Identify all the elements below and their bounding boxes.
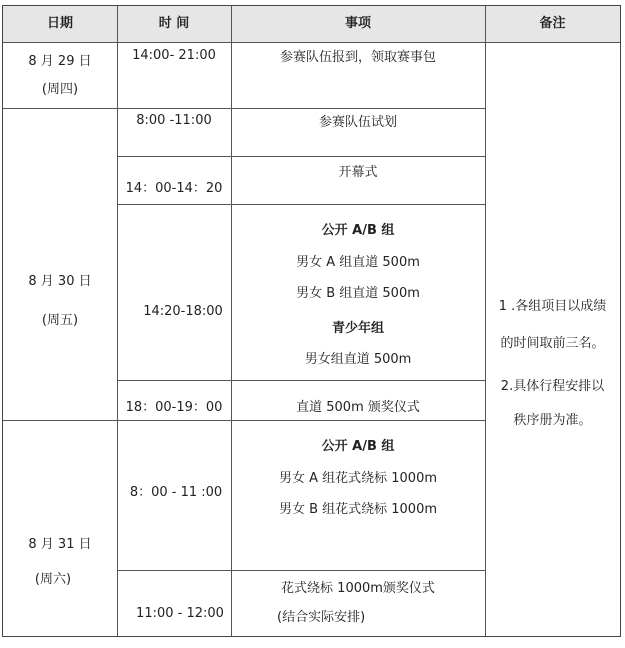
- item-aug30-s3-line3: 男女组直道 500m: [304, 352, 412, 367]
- col-divider: [117, 6, 118, 636]
- time-aug30-s2: 14：00-14：20: [125, 181, 223, 196]
- item-aug31-s2: 花式绕标 1000m颁奖仪式: [281, 581, 435, 596]
- time-aug30-s4: 18：00-19：00: [125, 400, 223, 415]
- date-aug30: 8 月 30 日: [28, 274, 92, 289]
- time-aug29: 14:00- 21:00: [132, 48, 216, 63]
- time-aug30-s3: 14:20-18:00: [143, 304, 223, 319]
- weekday-aug31: (周六): [34, 572, 72, 587]
- row-divider: [117, 156, 485, 157]
- time-aug30-s1: 8:00 -11:00: [136, 113, 212, 128]
- item-aug30-s3-line1: 男女 A 组直道 500m: [296, 255, 420, 270]
- header-note: 备注: [539, 16, 566, 31]
- weekday-aug29: (周四): [41, 82, 79, 97]
- item-aug31-s1-line1: 男女 A 组花式绕标 1000m: [278, 471, 438, 486]
- header-time: 时 间: [158, 16, 190, 31]
- group-aug30-open: 公开 A/B 组: [321, 223, 395, 238]
- row-divider: [117, 204, 485, 205]
- date-aug29: 8 月 29 日: [28, 54, 92, 69]
- item-aug30-s4: 直道 500m 颁奖仪式: [296, 400, 420, 415]
- item-aug30-s3-line2: 男女 B 组直道 500m: [296, 286, 420, 301]
- note-line3: 2.具体行程安排以: [500, 379, 605, 394]
- item-aug29: 参赛队伍报到，领取赛事包: [279, 50, 436, 65]
- note-line1: 1 .各组项目以成绩: [498, 299, 607, 314]
- group-aug31-open: 公开 A/B 组: [321, 439, 395, 454]
- row-divider: [3, 420, 485, 421]
- schedule-table: [2, 5, 621, 637]
- time-aug31-s2: 11:00 - 12:00: [136, 606, 224, 621]
- item-aug31-s2-note: (结合实际安排): [277, 610, 366, 625]
- item-aug31-s1-line2: 男女 B 组花式绕标 1000m: [278, 502, 438, 517]
- row-divider: [117, 570, 485, 571]
- note-line4: 秩序册为准。: [513, 413, 592, 428]
- group-aug30-youth: 青少年组: [331, 321, 384, 336]
- row-divider: [3, 108, 485, 109]
- item-aug30-s2: 开幕式: [338, 165, 378, 180]
- row-divider: [117, 380, 485, 381]
- row-divider: [3, 42, 620, 43]
- header-date: 日期: [46, 16, 73, 31]
- item-aug30-s1: 参赛队伍试划: [318, 115, 397, 130]
- note-line2: 的时间取前三名。: [500, 336, 605, 351]
- weekday-aug30: (周五): [41, 313, 79, 328]
- col-divider: [485, 6, 486, 636]
- time-aug31-s1: 8：00 - 11 :00: [129, 485, 223, 500]
- header-item: 事项: [344, 16, 371, 31]
- date-aug31: 8 月 31 日: [28, 537, 92, 552]
